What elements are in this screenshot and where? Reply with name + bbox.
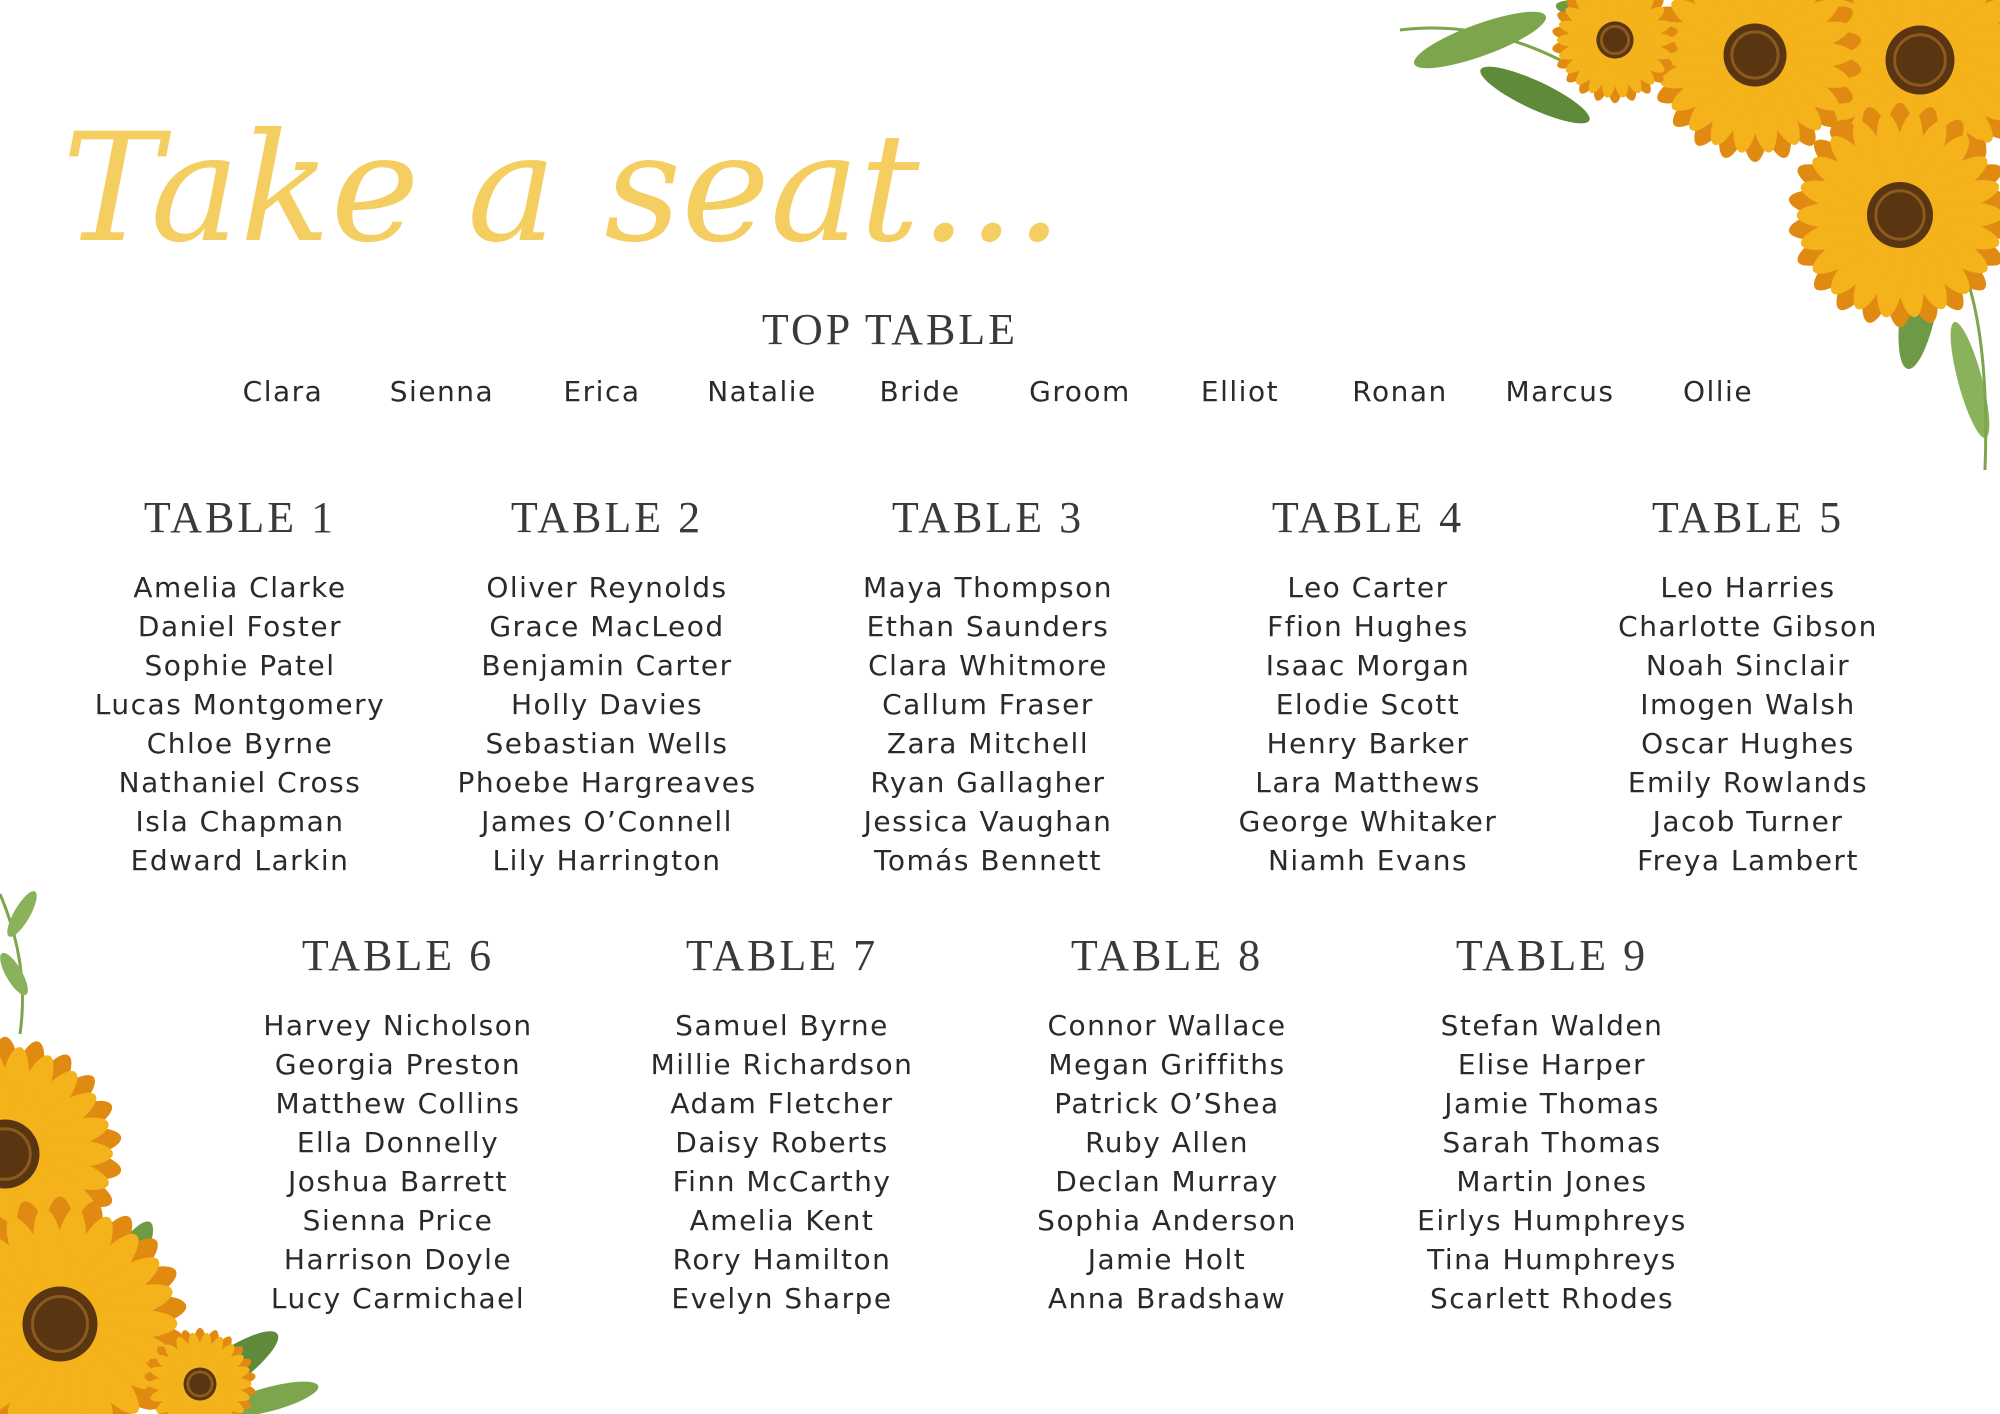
guest-name: Anna Bradshaw bbox=[1047, 1282, 1287, 1315]
guest-name: Elise Harper bbox=[1457, 1048, 1647, 1081]
guest-name: Ruby Allen bbox=[1085, 1126, 1249, 1159]
guest-name: Harvey Nicholson bbox=[263, 1009, 533, 1042]
guest-name: Edward Larkin bbox=[130, 844, 350, 877]
guest-name: Finn McCarthy bbox=[672, 1165, 892, 1198]
guest-name: Harrison Doyle bbox=[283, 1243, 513, 1276]
guest-name: Jacob Turner bbox=[1652, 805, 1844, 838]
guest-name: Martin Jones bbox=[1456, 1165, 1648, 1198]
guest-name: Sophie Patel bbox=[144, 649, 336, 682]
top-table-guest: Groom bbox=[1029, 375, 1131, 408]
guest-name: Ella Donnelly bbox=[296, 1126, 500, 1159]
guest-name: Grace MacLeod bbox=[489, 610, 725, 643]
table-7 bbox=[612, 928, 952, 1318]
top-table-guest: Clara bbox=[242, 375, 324, 408]
guest-name: Amelia Clarke bbox=[133, 571, 347, 604]
table-heading: TABLE 3 bbox=[891, 493, 1085, 542]
guest-name: Daisy Roberts bbox=[675, 1126, 889, 1159]
guest-name: Oliver Reynolds bbox=[486, 571, 728, 604]
guest-name: Megan Griffiths bbox=[1048, 1048, 1286, 1081]
guest-name: Lara Matthews bbox=[1255, 766, 1481, 799]
guest-name: Samuel Byrne bbox=[675, 1009, 889, 1042]
guest-name: Scarlett Rhodes bbox=[1429, 1282, 1675, 1315]
top-table-guest: Erica bbox=[563, 375, 641, 408]
table-heading: TABLE 5 bbox=[1651, 493, 1845, 542]
guest-name: Isaac Morgan bbox=[1265, 649, 1471, 682]
guest-name: Phoebe Hargreaves bbox=[457, 766, 757, 799]
guest-name: Georgia Preston bbox=[274, 1048, 522, 1081]
guest-name: Sarah Thomas bbox=[1442, 1126, 1662, 1159]
guest-name: Connor Wallace bbox=[1047, 1009, 1287, 1042]
title-script bbox=[62, 40, 1063, 320]
guest-name: Henry Barker bbox=[1266, 727, 1470, 760]
guest-name: Lily Harrington bbox=[492, 844, 722, 877]
guest-name: Elodie Scott bbox=[1275, 688, 1461, 721]
guest-name: Jessica Vaughan bbox=[863, 805, 1113, 838]
guest-name: Ryan Gallagher bbox=[870, 766, 1106, 799]
guest-name: Lucas Montgomery bbox=[94, 688, 386, 721]
guest-name: Eirlys Humphreys bbox=[1417, 1204, 1687, 1237]
guest-name: Clara Whitmore bbox=[868, 649, 1108, 682]
top-table-heading: TOP TABLE bbox=[761, 305, 1019, 354]
guest-name: Niamh Evans bbox=[1267, 844, 1469, 877]
guest-name: Holly Davies bbox=[510, 688, 704, 721]
table-heading: TABLE 4 bbox=[1271, 493, 1465, 542]
guest-name: Freya Lambert bbox=[1637, 844, 1859, 877]
top-table-names bbox=[190, 370, 1754, 414]
table-heading: TABLE 1 bbox=[143, 493, 337, 542]
top-table-guest: Marcus bbox=[1505, 375, 1615, 408]
guest-name: Evelyn Sharpe bbox=[671, 1282, 893, 1315]
guest-name: Emily Rowlands bbox=[1627, 766, 1869, 799]
guest-name: Matthew Collins bbox=[275, 1087, 521, 1120]
guest-name: Lucy Carmichael bbox=[270, 1282, 526, 1315]
sunflower-small bbox=[1551, 0, 1678, 103]
table-heading: TABLE 8 bbox=[1070, 931, 1264, 980]
top-table-guest: Ollie bbox=[1682, 375, 1754, 408]
guest-name: Noah Sinclair bbox=[1645, 649, 1851, 682]
table-heading: TABLE 2 bbox=[510, 493, 704, 542]
table-8 bbox=[997, 928, 1337, 1318]
table-9 bbox=[1382, 928, 1722, 1318]
top-table-guest: Ronan bbox=[1352, 375, 1448, 408]
guest-name: Jamie Thomas bbox=[1444, 1087, 1660, 1120]
guest-name: Declan Murray bbox=[1055, 1165, 1279, 1198]
table-4 bbox=[1198, 490, 1538, 880]
table-2 bbox=[437, 490, 777, 880]
sunflower-corner-top-right bbox=[1360, 0, 2000, 490]
guest-name: Patrick O’Shea bbox=[1054, 1087, 1280, 1120]
guest-name: Maya Thompson bbox=[863, 571, 1113, 604]
guest-name: Zara Mitchell bbox=[886, 727, 1090, 760]
top-table-guest: Sienna bbox=[389, 375, 495, 408]
guest-name: Rory Hamilton bbox=[672, 1243, 892, 1276]
top-table-guest: Elliot bbox=[1200, 375, 1280, 408]
guest-name: Jamie Holt bbox=[1087, 1243, 1247, 1276]
table-1 bbox=[70, 490, 410, 880]
title-svg bbox=[62, 40, 1063, 320]
guest-name: Adam Fletcher bbox=[670, 1087, 894, 1120]
top-table-guest: Natalie bbox=[707, 375, 817, 408]
guest-name: Sienna Price bbox=[302, 1204, 494, 1237]
guest-name: George Whitaker bbox=[1238, 805, 1498, 838]
title-text: Take a seat... bbox=[62, 102, 1063, 276]
guest-name: Nathaniel Cross bbox=[118, 766, 362, 799]
table-6 bbox=[228, 928, 568, 1318]
table-heading: TABLE 7 bbox=[685, 931, 879, 980]
table-heading: TABLE 9 bbox=[1455, 931, 1649, 980]
guest-name: Millie Richardson bbox=[650, 1048, 914, 1081]
sunflower-medium bbox=[1647, 0, 1863, 162]
guest-name: Ffion Hughes bbox=[1267, 610, 1469, 643]
guest-name: Benjamin Carter bbox=[481, 649, 733, 682]
guest-name: James O’Connell bbox=[481, 805, 733, 838]
top-table bbox=[190, 302, 1754, 414]
guest-name: Sophia Anderson bbox=[1037, 1204, 1297, 1237]
guest-name: Amelia Kent bbox=[689, 1204, 875, 1237]
top-table-guest: Bride bbox=[879, 375, 961, 408]
guest-name: Sebastian Wells bbox=[485, 727, 729, 760]
guest-name: Callum Fraser bbox=[882, 688, 1094, 721]
guest-name: Stefan Walden bbox=[1440, 1009, 1664, 1042]
guest-name: Leo Harries bbox=[1660, 571, 1836, 604]
guest-name: Isla Chapman bbox=[135, 805, 345, 838]
guest-name: Chloe Byrne bbox=[146, 727, 334, 760]
guest-name: Tina Humphreys bbox=[1427, 1243, 1677, 1276]
guest-name: Oscar Hughes bbox=[1641, 727, 1855, 760]
guest-name: Charlotte Gibson bbox=[1618, 610, 1878, 643]
guest-name: Imogen Walsh bbox=[1640, 688, 1856, 721]
table-3 bbox=[818, 490, 1158, 880]
table-5 bbox=[1578, 490, 1918, 880]
guest-name: Joshua Barrett bbox=[288, 1165, 508, 1198]
guest-name: Tomás Bennett bbox=[873, 844, 1102, 877]
guest-name: Ethan Saunders bbox=[866, 610, 1110, 643]
guest-name: Daniel Foster bbox=[137, 610, 343, 643]
table-heading: TABLE 6 bbox=[301, 931, 495, 980]
guest-name: Leo Carter bbox=[1287, 571, 1449, 604]
